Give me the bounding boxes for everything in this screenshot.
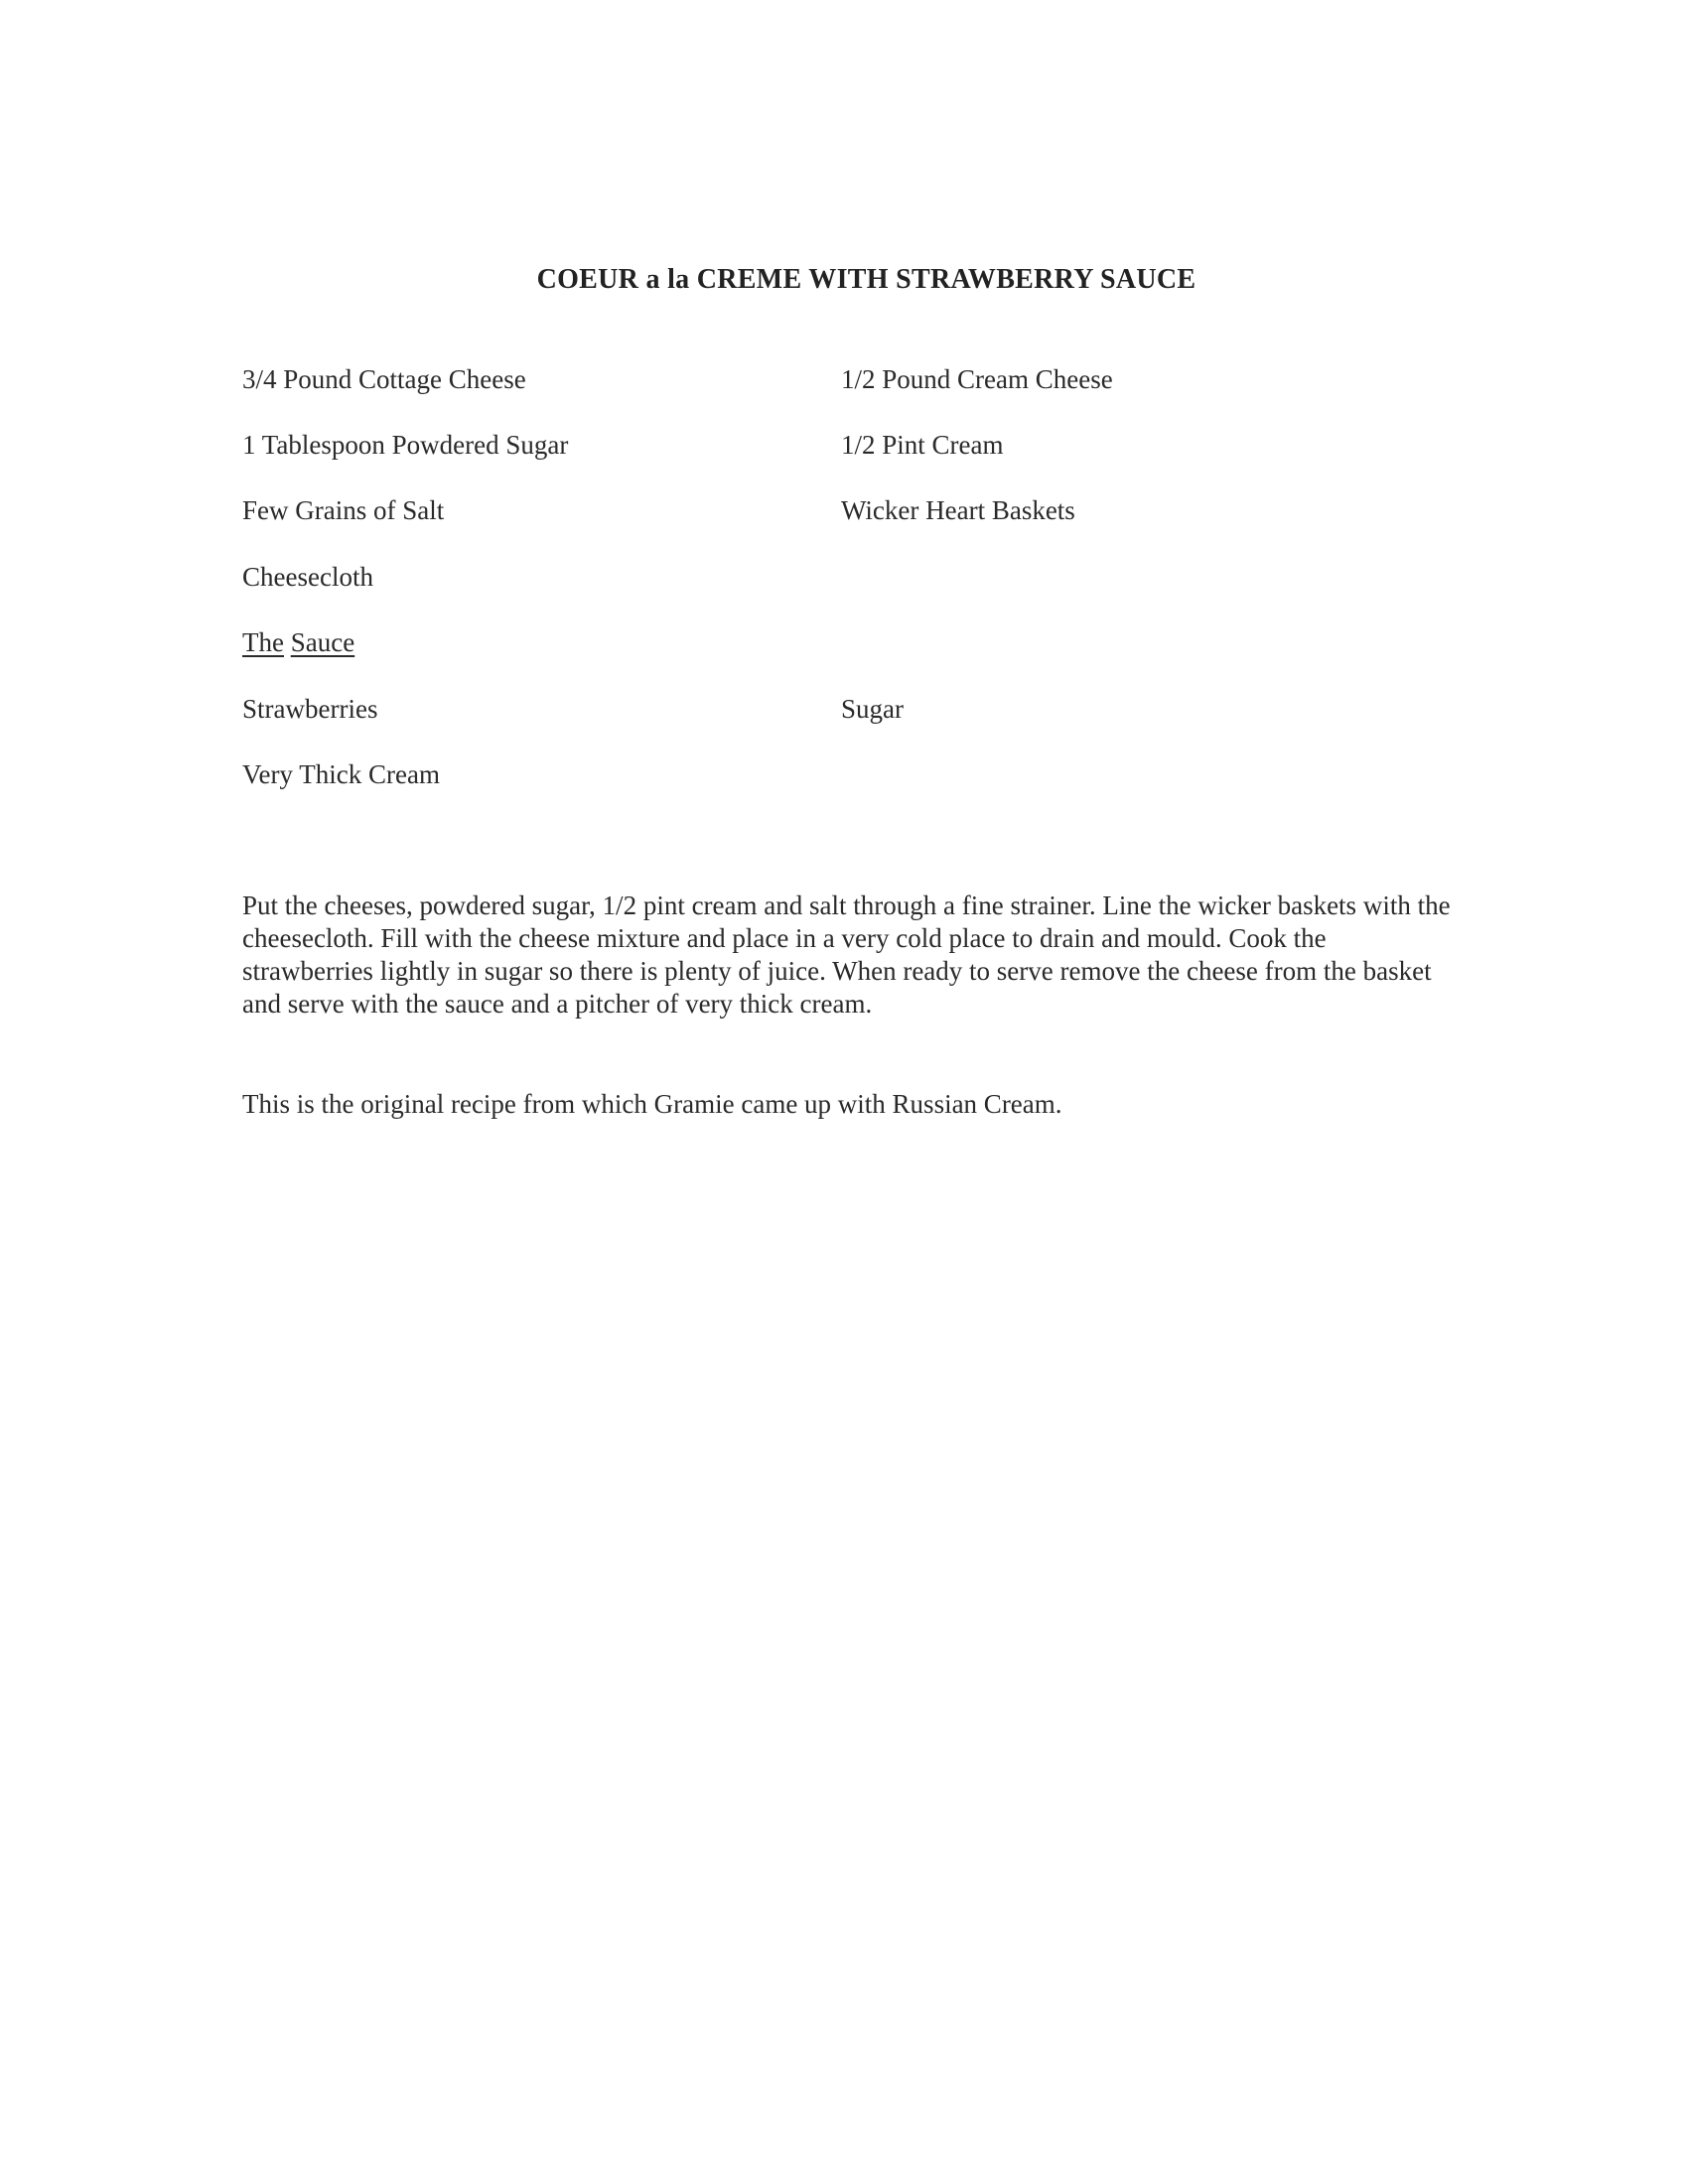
sauce-ingredient-strawberries: Strawberries	[242, 694, 378, 724]
sauce-heading	[242, 626, 354, 658]
ingredient-powdered-sugar: 1 Tablespoon Powdered Sugar	[242, 430, 569, 460]
ingredient-cottage-cheese: 3/4 Pound Cottage Cheese	[242, 364, 526, 394]
recipe-instructions: Put the cheeses, powdered sugar, 1/2 pint cream and salt through a fine strainer. Line the wicker baskets with the cheesecloth. Fill with the cheese mixture and place in a very cold place to drain and mould. Cook the strawberries lightly in sugar so there is plenty of juice. When ready to serve remove the cheese from the basket and serve with the sauce and a pitcher of very thick cream.	[242, 890, 1451, 1019]
ingredient-wicker-baskets: Wicker Heart Baskets	[841, 495, 1075, 525]
recipe-title: COEUR a la CREME WITH STRAWBERRY SAUCE	[536, 264, 1196, 295]
ingredient-cheesecloth: Cheesecloth	[242, 562, 373, 592]
ingredient-cream-cheese: 1/2 Pound Cream Cheese	[841, 364, 1113, 394]
sauce-heading-word-the: The	[242, 627, 284, 657]
sauce-heading-word-sauce: Sauce	[290, 627, 355, 657]
recipe-note: This is the original recipe from which Gramie came up with Russian Cream.	[242, 1089, 1062, 1119]
ingredient-pint-cream: 1/2 Pint Cream	[841, 430, 1004, 460]
sauce-ingredient-thick-cream: Very Thick Cream	[242, 759, 440, 789]
sauce-ingredient-sugar: Sugar	[841, 694, 904, 724]
ingredient-salt: Few Grains of Salt	[242, 495, 445, 525]
